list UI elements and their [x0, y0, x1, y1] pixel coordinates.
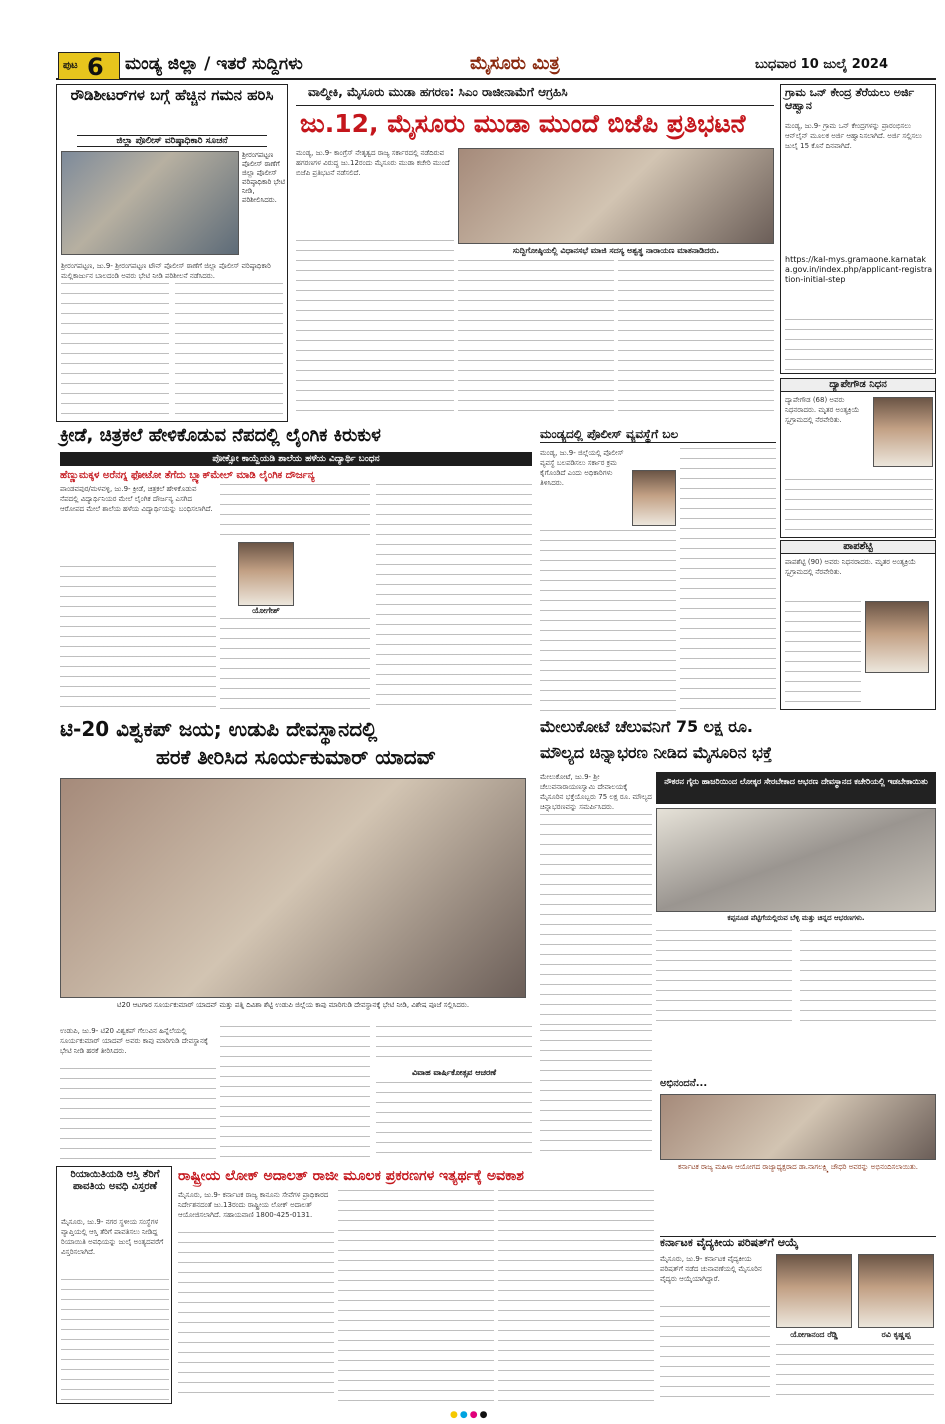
abhinandane-heading: ಅಭಿನಂದನೆ...: [660, 1078, 708, 1089]
story-police-text-col1: [540, 530, 676, 712]
story-melkote-caption: ಕಪ್ಪನೂಡ ಪೆಟ್ಟಿಗೆಯಲ್ಲಿರುವ ಬೆಳ್ಳಿ ಮತ್ತು ಚಿನ್ನದ ಆಭರಣಗಳು.: [727, 914, 865, 922]
story-crime-portrait-caption: ಯೋಗೇಶ್: [252, 606, 280, 615]
story-bjp-body: ಮಂಡ್ಯ, ಜು.9- ಕಾಂಗ್ರೆಸ್ ನೇತೃತ್ವದ ರಾಜ್ಯ ಸರ್ಕಾರದಲ್ಲಿ ನಡೆದಿರುವ ಹಗರಣಗಳ ವಿರುದ್ಧ ಜು.12ರಂದು ಮೈಸೂರು ಮುಡಾ ಕಚೇರಿ ಮುಂದೆ ಬಿಜೆಪಿ ಪ್ರತಿಭಟನೆ ನಡೆಸಲಿದೆ.: [296, 149, 450, 177]
story-melkote-text-col1: [540, 814, 652, 1028]
page-number-box: [58, 52, 120, 80]
story-crime-headline: ಕ್ರೀಡೆ, ಚಿತ್ರಕಲೆ ಹೇಳಿಕೊಡುವ ನೆಪದಲ್ಲಿ ಲೈಂಗಿಕ ಕಿರುಕುಳ: [60, 425, 381, 446]
obit-2-text-more: [785, 601, 861, 707]
story-melkote-text-col3: [800, 930, 936, 1028]
obit-1-body: ದ್ಯಾಪೇಗೌಡ (68) ಅವರು ನಿಧನರಾದರು. ಮೃತರ ಅಂತ್ಯಕ್ರಿಯೆ ಸ್ವಗ್ರಾಮದಲ್ಲಿ ನೆರವೇರಿತು.: [785, 396, 860, 424]
story-lok-adalat-body: ಮೈಸೂರು, ಜು.9- ಕರ್ನಾಟಕ ರಾಜ್ಯ ಕಾನೂನು ಸೇವೆಗಳ ಪ್ರಾಧಿಕಾರದ ನಿರ್ದೇಶನದಂತೆ ಜು.13ರಂದು ರಾಷ್ಟ್ರೀಯ ಲೋಕ್ ಅದಾಲತ್ ಆಯೋಜಿಸಲಾಗಿದೆ. ಸಹಾಯವಾಣಿ 1800-425-0131.: [178, 1191, 329, 1219]
story-bjp-photo: [458, 148, 774, 244]
story-melkote-body: ಮೇಲುಕೋಟೆ, ಜು.9- ಶ್ರೀ ಚೆಲುವನಾರಾಯಣಸ್ವಾಮಿ ದೇವಾಲಯಕ್ಕೆ ಮೈಸೂರಿನ ಭಕ್ತೆಯೊಬ್ಬರು 75 ಲಕ್ಷ ರೂ. ಮೌಲ್ಯದ ಚಿನ್ನಾಭರಣವನ್ನು ಸಮರ್ಪಿಸಿದರು.: [540, 773, 652, 811]
story-surya-text-col3b: [376, 1082, 532, 1160]
story-bjp-kicker-band: [296, 84, 774, 106]
story-rowdy-text-col1: [61, 283, 169, 419]
story-crime-text-col2b: [220, 618, 370, 712]
story-surya-subhead: ವಿವಾಹ ವಾರ್ಷಿಕೋತ್ಸವ ಆಚರಣೆ: [411, 1068, 497, 1077]
obit-2-heading: ಪಾಪಶೆಟ್ಟಿ: [781, 541, 935, 554]
story-melkote-headline-1: ಮೇಲುಕೋಟೆ ಚೆಲುವನಿಗೆ 75 ಲಕ್ಷ ರೂ.: [540, 717, 754, 736]
story-bjp-text-col3: [618, 260, 774, 416]
story-bjp-caption: ಸುದ್ದಿಗೋಷ್ಠಿಯಲ್ಲಿ ವಿಧಾನಸಭೆ ಮಾಜಿ ಸದಸ್ಯ ಅಶ್ವತ್ಥ ನಾರಾಯಣ ಮಾತನಾಡಿದರು.: [512, 246, 720, 255]
story-grama: [780, 84, 936, 374]
story-crime-subbar: ಪೋಕ್ಸೋ ಕಾಯ್ದೆಯಡಿ ಶಾಲೆಯ ಹಳೆಯ ವಿದ್ಯಾರ್ಥಿ ಬಂಧನ: [60, 452, 532, 466]
story-bjp-headline: ಜು.12, ಮೈಸೂರು ಮುಡಾ ಮುಂದೆ ಬಿಜೆಪಿ ಪ್ರತಿಭಟನೆ: [300, 109, 746, 138]
story-melkote-text-col2: [656, 930, 792, 1028]
story-crime-text-col3: [376, 484, 532, 712]
story-surya-text-col3a: [376, 1026, 532, 1066]
story-grama-body: ಮಂಡ್ಯ, ಜು.9- ಗ್ರಾಮ ಒನ್ ಕೇಂದ್ರಗಳನ್ನು ಪ್ರಾರಂಭಿಸಲು ಆನ್‌ಲೈನ್ ಮೂಲಕ ಅರ್ಜಿ ಆಹ್ವಾನಿಸಲಾಗಿದೆ. ಅರ್ಜಿ ಸಲ್ಲಿಸಲು ಜುಲೈ 15 ಕೊನೆ ದಿನವಾಗಿದೆ.: [785, 122, 922, 150]
story-vaidya-headline: ಕರ್ನಾಟಕ ವೈದ್ಯಕೀಯ ಪರಿಷತ್‌ಗೆ ಆಯ್ಕೆ: [660, 1236, 936, 1250]
story-lok-adalat-headline: ರಾಷ್ಟ್ರೀಯ ಲೋಕ್ ಅದಾಲತ್ ರಾಜೀ ಮೂಲಕ ಪ್ರಕರಣಗಳ ಇತ್ಯರ್ಥಕ್ಕೆ ಅವಕಾಶ: [178, 1168, 524, 1184]
story-vaidya-portrait-left: [776, 1254, 852, 1328]
story-crime-text-col1: [60, 566, 216, 712]
abhinandane-caption: ಕರ್ನಾಟಕ ರಾಜ್ಯ ಮಹಿಳಾ ಆಯೋಗದ ರಾಜ್ಯಾಧ್ಯಕ್ಷರಾದ ಡಾ.ನಾಗಲಕ್ಷ್ಮಿ ಚೌಧರಿ ಅವರನ್ನು ಅಭಿನಂದಿಸಲಾಯಿತು.: [677, 1163, 919, 1171]
story-vaidya-text-more: [660, 1306, 770, 1402]
print-registration-marks: ●●●●: [450, 1410, 490, 1420]
story-lok-adalat-text-col1: [178, 1232, 334, 1402]
story-rowdy-body: ಶ್ರೀರಂಗಪಟ್ಟಣ, ಜು.9- ಶ್ರೀರಂಗಪಟ್ಟಣ ಟೌನ್ ಪೊಲೀಸ್ ಠಾಣೆಗೆ ಜಿಲ್ಲಾ ಪೊಲೀಸ್ ವರಿಷ್ಠಾಧಿಕಾರಿ ಮಲ್ಲಿಕಾರ್ಜುನ ಬಾಲದಂಡಿ ಅವರು ಭೇಟಿ ನೀಡಿ ಪರಿಶೀಲನೆ ನಡೆಸಿದರು.: [61, 262, 271, 280]
obit-1: [780, 378, 936, 538]
story-surya-headline-1: ಟಿ-20 ವಿಶ್ವಕಪ್ ಜಯ; ಉಡುಪಿ ದೇವಸ್ಥಾನದಲ್ಲಿ: [60, 717, 378, 741]
story-rowdy-subhead: ಜಿಲ್ಲಾ ಪೊಲೀಸ್ ವರಿಷ್ಠಾಧಿಕಾರಿ ಸೂಚನೆ: [77, 135, 267, 147]
story-asti-body: ಮೈಸೂರು, ಜು.9- ನಗರ ಸ್ಥಳೀಯ ಸಂಸ್ಥೆಗಳ ವ್ಯಾಪ್ತಿಯಲ್ಲಿ ಆಸ್ತಿ ತೆರಿಗೆ ಪಾವತಿಸಲು ನೀಡಿದ್ದ ರಿಯಾಯಿತಿ ಅವಧಿಯನ್ನು ಜುಲೈ ಅಂತ್ಯದವರೆಗೆ ವಿಸ್ತರಿಸಲಾಗಿದೆ.: [61, 1218, 164, 1256]
newspaper-name: ಮೈಸೂರು ಮಿತ್ರ: [470, 53, 560, 74]
story-rowdy-photo: [61, 151, 239, 255]
story-crime-text-col2a: [220, 484, 370, 540]
obit-2-portrait: [865, 601, 929, 673]
obit-1-portrait: [873, 397, 933, 467]
story-surya-caption: ಟಿ20 ಆಟಗಾರ ಸೂರ್ಯಕುಮಾರ್ ಯಾದವ್ ಮತ್ತು ಪತ್ನಿ ದಿವಿಶಾ ಶೆಟ್ಟಿ ಉಡುಪಿ ಜಿಲ್ಲೆಯ ಕಾಪು ಮಾರಿಗುಡಿ ದೇವಸ್ಥಾನಕ್ಕೆ ಭೇಟಿ ನೀಡಿ, ವಿಶೇಷ ಪೂಜೆ ಸಲ್ಲಿಸಿದರು.: [116, 1001, 470, 1009]
story-rowdy-caption: ಶ್ರೀರಂಗಪಟ್ಟಣ ಪೊಲೀಸ್ ಠಾಣೆಗೆ ಜಿಲ್ಲಾ ಪೊಲೀಸ್ ವರಿಷ್ಠಾಧಿಕಾರಿ ಭೇಟಿ ನೀಡಿ, ಪರಿಶೀಲಿಸಿದರು.: [242, 151, 286, 204]
story-crime-portrait: [238, 542, 294, 606]
obit-1-text-more: [785, 479, 933, 535]
story-vaidya-text-col2: [776, 1344, 934, 1402]
story-crime-body: ಪಾಂಡವಪುರ/ಮಳವಳ್ಳಿ, ಜು.9- ಕ್ರೀಡೆ, ಚಿತ್ರಕಲೆ ಹೇಳಿಕೊಡುವ ನೆಪದಲ್ಲಿ ವಿದ್ಯಾರ್ಥಿನಿಯರ ಮೇಲೆ ಲೈಂಗಿಕ ದೌರ್ಜನ್ಯ ಎಸಗಿದ ಆರೋಪದ ಮೇಲೆ ಶಾಲೆಯ ಹಳೆಯ ವಿದ್ಯಾರ್ಥಿಯನ್ನು ಬಂಧಿಸಲಾಗಿದೆ.: [60, 485, 213, 513]
abhinandane-photo: [660, 1094, 936, 1160]
story-surya-body: ಉಡುಪಿ, ಜು.9- ಟಿ20 ವಿಶ್ವಕಪ್ ಗೆಲುವಿನ ಹಿನ್ನೆಲೆಯಲ್ಲಿ ಸೂರ್ಯಕುಮಾರ್ ಯಾದವ್ ಅವರು ಕಾಪು ಮಾರಿಗುಡಿ ದೇವಸ್ಥಾನಕ್ಕೆ ಭೇಟಿ ನೀಡಿ ಹರಕೆ ತೀರಿಸಿದರು.: [60, 1027, 208, 1055]
story-melkote-photo: [656, 808, 936, 912]
story-police-body: ಮಂಡ್ಯ, ಜು.9- ಜಿಲ್ಲೆಯಲ್ಲಿ ಪೊಲೀಸ್ ವ್ಯವಸ್ಥೆ ಬಲಪಡಿಸಲು ಸರ್ಕಾರ ಕ್ರಮ ಕೈಗೊಂಡಿದೆ ಎಂದು ಅಧಿಕಾರಿಗಳು ತಿಳಿಸಿದರು.: [540, 449, 624, 487]
story-grama-url[interactable]: https://kal-mys.gramaone.karnataka.gov.in/index.php/applicant-registration-initial-step: [785, 255, 933, 284]
story-asti: [56, 1166, 172, 1404]
story-police-portrait: [632, 470, 676, 526]
issue-date: ಬುಧವಾರ 10 ಜುಲೈ 2024: [755, 57, 888, 72]
story-vaidya-portrait-right: [858, 1254, 934, 1328]
section-title: ಮಂಡ್ಯ ಜಿಲ್ಲಾ / ಇತರೆ ಸುದ್ದಿಗಳು: [125, 54, 303, 74]
obit-1-heading: ದ್ಯಾಪೇಗೌಡ ನಿಧನ: [781, 379, 935, 392]
story-melkote-text-col1b: [540, 1030, 652, 1158]
story-surya-photo: [60, 778, 526, 998]
page-label: ಪುಟ: [63, 60, 78, 71]
story-lok-adalat-text-col2: [338, 1190, 494, 1402]
page-number: 6: [87, 53, 104, 81]
story-bjp-text-col2: [458, 260, 614, 416]
story-surya-text-col1: [60, 1068, 216, 1160]
story-bjp-kicker: ವಾಲ್ಮೀಕಿ, ಮೈಸೂರು ಮುಡಾ ಹಗರಣ: ಸಿಎಂ ರಾಜೀನಾಮೆಗೆ ಆಗ್ರಹಿಸಿ: [308, 85, 568, 99]
story-police-text-col2: [680, 448, 776, 712]
story-grama-headline: ಗ್ರಾಮ ಒನ್ ಕೇಂದ್ರ ತೆರೆಯಲು ಅರ್ಜಿ ಆಹ್ವಾನ: [785, 86, 915, 112]
story-vaidya-body: ಮೈಸೂರು, ಜು.9- ಕರ್ನಾಟಕ ವೈದ್ಯಕೀಯ ಪರಿಷತ್‌ಗೆ ನಡೆದ ಚುನಾವಣೆಯಲ್ಲಿ ಮೈಸೂರಿನ ವೈದ್ಯರು ಆಯ್ಕೆಯಾಗಿದ್ದಾರೆ.: [660, 1255, 762, 1283]
story-surya-text-col2: [220, 1026, 370, 1160]
story-asti-headline: ರಿಯಾಯಿತಿಯಡಿ ಆಸ್ತಿ ತೆರಿಗೆ ಪಾವತಿಯ ಅವಧಿ ವಿಸ್ತರಣೆ: [70, 1169, 160, 1192]
obit-2-body: ಪಾಪಶೆಟ್ಟಿ (90) ಅವರು ನಿಧನರಾದರು. ಮೃತರ ಅಂತ್ಯಕ್ರಿಯೆ ಸ್ವಗ್ರಾಮದಲ್ಲಿ ನೆರವೇರಿತು.: [785, 558, 916, 576]
story-rowdy-text-col2: [175, 283, 283, 419]
story-rowdy-headline: ರೌಡಿಶೀಟರ್‌ಗಳ ಬಗ್ಗೆ ಹೆಚ್ಚಿನ ಗಮನ ಹರಿಸಿ: [70, 86, 274, 104]
story-bjp-text-col1: [296, 240, 454, 416]
story-rowdy: [56, 84, 288, 422]
story-asti-text-more: [61, 1279, 169, 1401]
story-melkote-darkbar: ನೌಕರನ ಗೈರು ಹಾಜರಿಯಿಂದ ಲೋಕ್ಕರ ಸೇರಬೇಕಾದ ಆಭರಣ ದೇವಸ್ಥಾನದ ಕಚೇರಿಯಲ್ಲಿ ಇಡಬೇಕಾಯಿತು: [656, 772, 936, 804]
story-crime-kicker: ಹೆಣ್ಣುಮಕ್ಕಳ ಅರೆನಗ್ನ ಫೋಟೋ ತೆಗೆದು ಬ್ಲ್ಯಾಕ್‌ಮೇಲ್ ಮಾಡಿ ಲೈಂಗಿಕ ದೌರ್ಜನ್ಯ: [60, 470, 315, 481]
story-surya-headline-2: ಹರಕೆ ತೀರಿಸಿದ ಸೂರ್ಯಕುಮಾರ್ ಯಾದವ್: [156, 745, 436, 769]
story-vaidya-caption-right: ರವಿ ಕೃಷ್ಣಪ್ಪ: [881, 1330, 911, 1339]
obit-2: [780, 540, 936, 710]
story-grama-text-more: [785, 319, 933, 371]
story-melkote-headline-2: ಮೌಲ್ಯದ ಚಿನ್ನಾಭರಣ ನೀಡಿದ ಮೈಸೂರಿನ ಭಕ್ತೆ: [540, 743, 773, 762]
story-police-headline: ಮಂಡ್ಯದಲ್ಲಿ ಪೊಲೀಸ್ ವ್ಯವಸ್ಥೆಗೆ ಬಲ: [540, 428, 776, 443]
story-vaidya-caption-left: ಯೋಗಾನಂದ ರೆಡ್ಡಿ: [790, 1330, 838, 1339]
story-lok-adalat-text-col3: [498, 1190, 654, 1402]
